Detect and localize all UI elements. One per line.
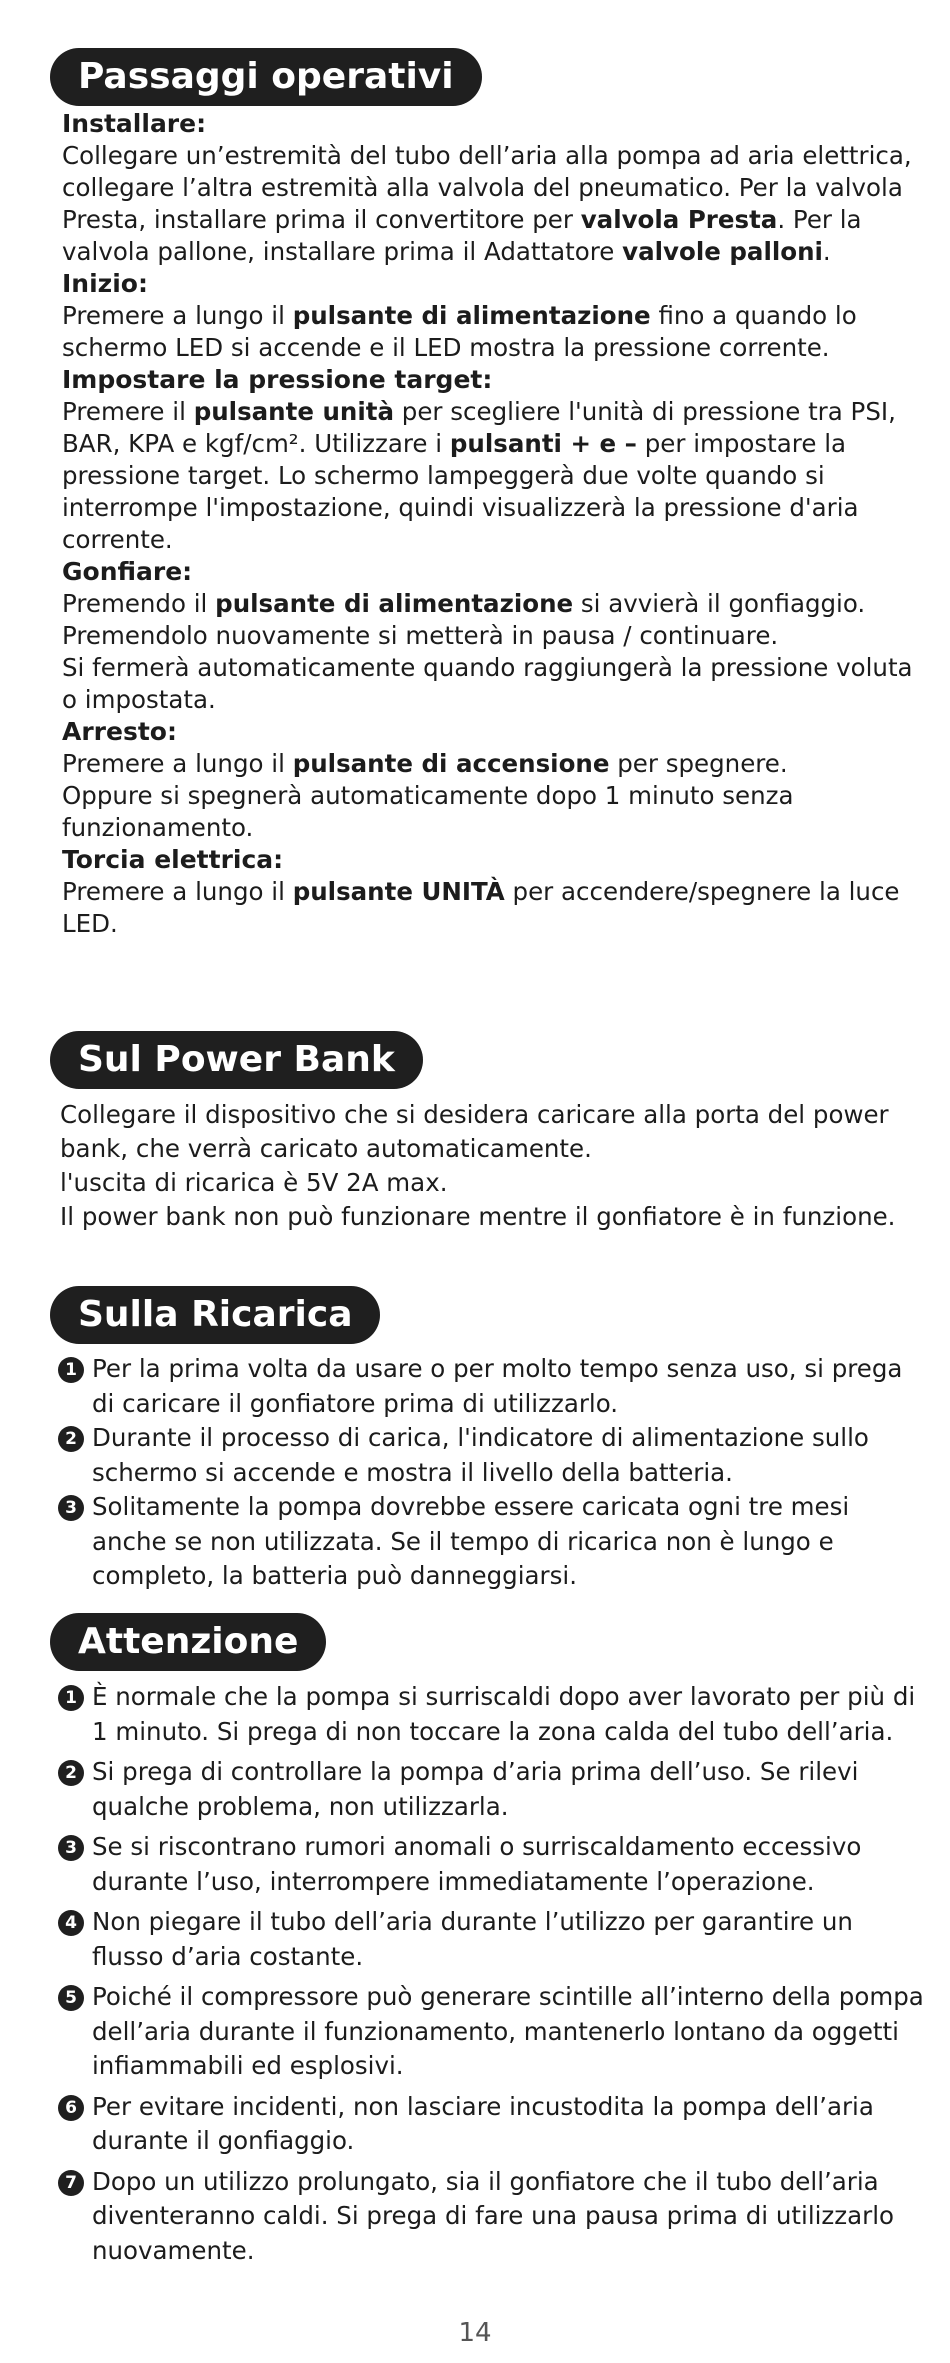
installare-heading: Installare: [62,109,207,138]
arresto-line2: Oppure si spegnerà automaticamente dopo 1 minuto senza funzionamento. [62,781,794,842]
list-item: 3 Se si riscontrano rumori anomali o surriscaldamento eccessivo durante l’uso, interrompere immediatamente l’operazione. [58,1830,928,1899]
number-badge-icon: 1 [58,1357,84,1383]
attenzione-list [58,1680,928,2268]
number-badge-icon: 2 [58,1760,84,1786]
number-badge-icon: 3 [58,1495,84,1521]
number-badge-icon: 3 [58,1835,84,1861]
number-badge-icon: 7 [58,2170,84,2196]
section-title-power-bank: Sul Power Bank [50,1031,423,1089]
operativi-body [62,108,922,940]
powerbank-line1: Collegare il dispositivo che si desidera caricare alla porta del power bank, che verrà caricato automaticamente. [60,1100,889,1163]
arresto-heading: Arresto: [62,717,177,746]
list-item: 7 Dopo un utilizzo prolungato, sia il gonfiatore che il tubo dell’aria diventeranno caldi. Si prega di fare una pausa prima di utilizzarlo nuovamente. [58,2165,928,2269]
torcia-text: Premere a lungo il pulsante UNITÀ per accendere/spegnere la luce LED. [62,877,900,938]
powerbank-body [60,1098,920,1234]
section-title-passaggi-operativi: Passaggi operativi [50,48,482,106]
powerbank-line2: l'uscita di ricarica è 5V 2A max. [60,1168,448,1197]
installare-text: Collegare un’estremità del tubo dell’aria alla pompa ad aria elettrica, collegare l’altra estremità alla valvola del pneumatico. Per la valvola Presta, installare prima il convertitore per valvola Presta. Per la valvola pallone, installare prima il Adattatore valvole palloni. [62,141,912,266]
target-text: Premere il pulsante unità per scegliere l'unità di pressione tra PSI, BAR, KPA e kgf/cm². Utilizzare i pulsanti + e – per impostare la pressione target. Lo schermo lampeggerà due volte quando si interrompe l'impostazione, quindi visualizzerà la pressione d'aria corrente. [62,397,896,554]
gonfiare-line2: Premendolo nuovamente si metterà in pausa / continuare. [62,621,779,650]
list-item: 1 È normale che la pompa si surriscaldi dopo aver lavorato per più di 1 minuto. Si prega di non toccare la zona calda del tubo dell’aria. [58,1680,928,1749]
page-number: 14 [458,2318,492,2348]
ricarica-list [58,1352,928,1594]
section-title-attenzione: Attenzione [50,1613,326,1671]
powerbank-line3: Il power bank non può funzionare mentre il gonfiatore è in funzione. [60,1202,896,1231]
list-item: 5 Poiché il compressore può generare scintille all’interno della pompa dell’aria durante il funzionamento, mantenerlo lontano da oggetti infiammabili ed esplosivi. [58,1980,928,2084]
torcia-heading: Torcia elettrica: [62,845,284,874]
inizio-text: Premere a lungo il pulsante di alimentazione fino a quando lo schermo LED si accende e il LED mostra la pressione corrente. [62,301,857,362]
list-item: 6 Per evitare incidenti, non lasciare incustodita la pompa dell’aria durante il gonfiaggio. [58,2090,928,2159]
number-badge-icon: 2 [58,1426,84,1452]
target-heading: Impostare la pressione target: [62,365,493,394]
list-item: 2 Si prega di controllare la pompa d’aria prima dell’uso. Se rilevi qualche problema, non utilizzarla. [58,1755,928,1824]
list-item: 1 Per la prima volta da usare o per molto tempo senza uso, si prega di caricare il gonfiatore prima di utilizzarlo. [58,1352,928,1421]
list-item: 4 Non piegare il tubo dell’aria durante l’utilizzo per garantire un flusso d’aria costante. [58,1905,928,1974]
gonfiare-text: Premendo il pulsante di alimentazione si avvierà il gonfiaggio. [62,589,866,618]
section-title-ricarica: Sulla Ricarica [50,1286,380,1344]
gonfiare-heading: Gonfiare: [62,557,193,586]
list-item: 3 Solitamente la pompa dovrebbe essere caricata ogni tre mesi anche se non utilizzata. Se il tempo di ricarica non è lungo e completo, la batteria può danneggiarsi. [58,1490,928,1594]
number-badge-icon: 4 [58,1910,84,1936]
number-badge-icon: 5 [58,1985,84,2011]
number-badge-icon: 1 [58,1685,84,1711]
number-badge-icon: 6 [58,2095,84,2121]
arresto-text: Premere a lungo il pulsante di accensione per spegnere. [62,749,788,778]
gonfiare-line3: Si fermerà automaticamente quando raggiungerà la pressione voluta o impostata. [62,653,913,714]
inizio-heading: Inizio: [62,269,148,298]
list-item: 2 Durante il processo di carica, l'indicatore di alimentazione sullo schermo si accende e mostra il livello della batteria. [58,1421,928,1490]
